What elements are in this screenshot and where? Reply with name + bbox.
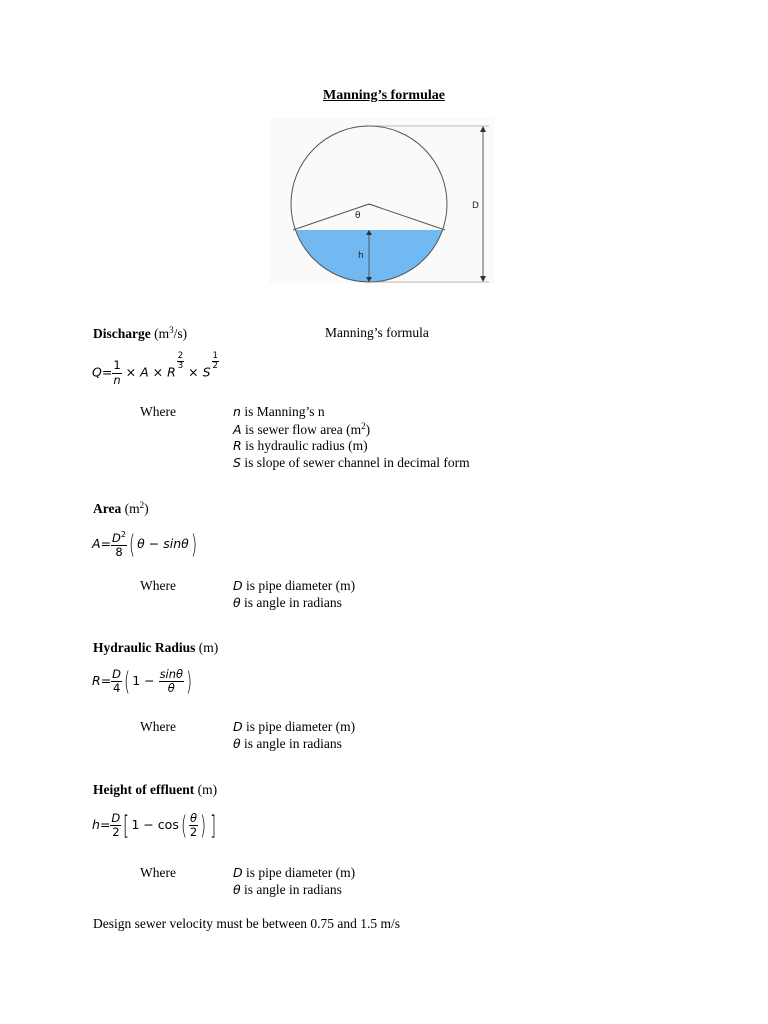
h-label: h: [358, 251, 364, 261]
radius-equation: R= $\frac{D}{4}$ ( 1 − $\frac{\sin\theta}{\theta}$ ): [92, 666, 193, 697]
height-def-d: D is pipe diameter (m): [233, 865, 356, 880]
page-title: Manning’s formulae: [323, 88, 445, 103]
discharge-where: Where: [140, 404, 176, 419]
area-def-theta: θ is angle in radians: [233, 595, 342, 610]
height-heading: Height of effluent (m): [93, 782, 218, 797]
height-equation: h= $\frac{D}{2}$ [ 1 − cos( $\frac{\theta}{2}$ ) ]: [92, 810, 217, 841]
def-n: n is Manning’s n: [233, 404, 325, 419]
height-where: Where: [140, 865, 176, 880]
discharge-equation: Q= $\frac{1}{n}$ × A × R $\frac{2}{3}$ × S $\frac{1}{2}$: [92, 351, 218, 387]
discharge-heading: Discharge $(m^3/s)$: [93, 325, 188, 341]
area-where: Where: [140, 578, 176, 593]
area-heading: Area $(m^2)$: [93, 500, 149, 516]
design-velocity-note: Design sewer velocity must be between 0.75 and 1.5 m/s: [93, 916, 401, 931]
def-s: S is slope of sewer channel in decimal form: [233, 455, 470, 470]
d-label: D: [472, 201, 479, 211]
radius-def-theta: θ is angle in radians: [233, 736, 342, 751]
area-def-d: D is pipe diameter (m): [233, 578, 356, 593]
theta-label: θ: [355, 211, 361, 221]
area-equation: A= $\frac{D^2}{8}$ ( θ − sinθ): [92, 529, 197, 560]
pipe-section-diagram: [269, 118, 494, 283]
height-def-theta: θ is angle in radians: [233, 882, 342, 897]
def-r: R is hydraulic radius (m): [233, 438, 368, 453]
def-a: A is sewer flow area $(m^2)$: [233, 421, 371, 437]
radius-def-d: D is pipe diameter (m): [233, 719, 356, 734]
mannings-formula-label: Manning’s formula: [325, 325, 429, 340]
radius-heading: Hydraulic Radius (m): [93, 640, 219, 655]
radius-where: Where: [140, 719, 176, 734]
